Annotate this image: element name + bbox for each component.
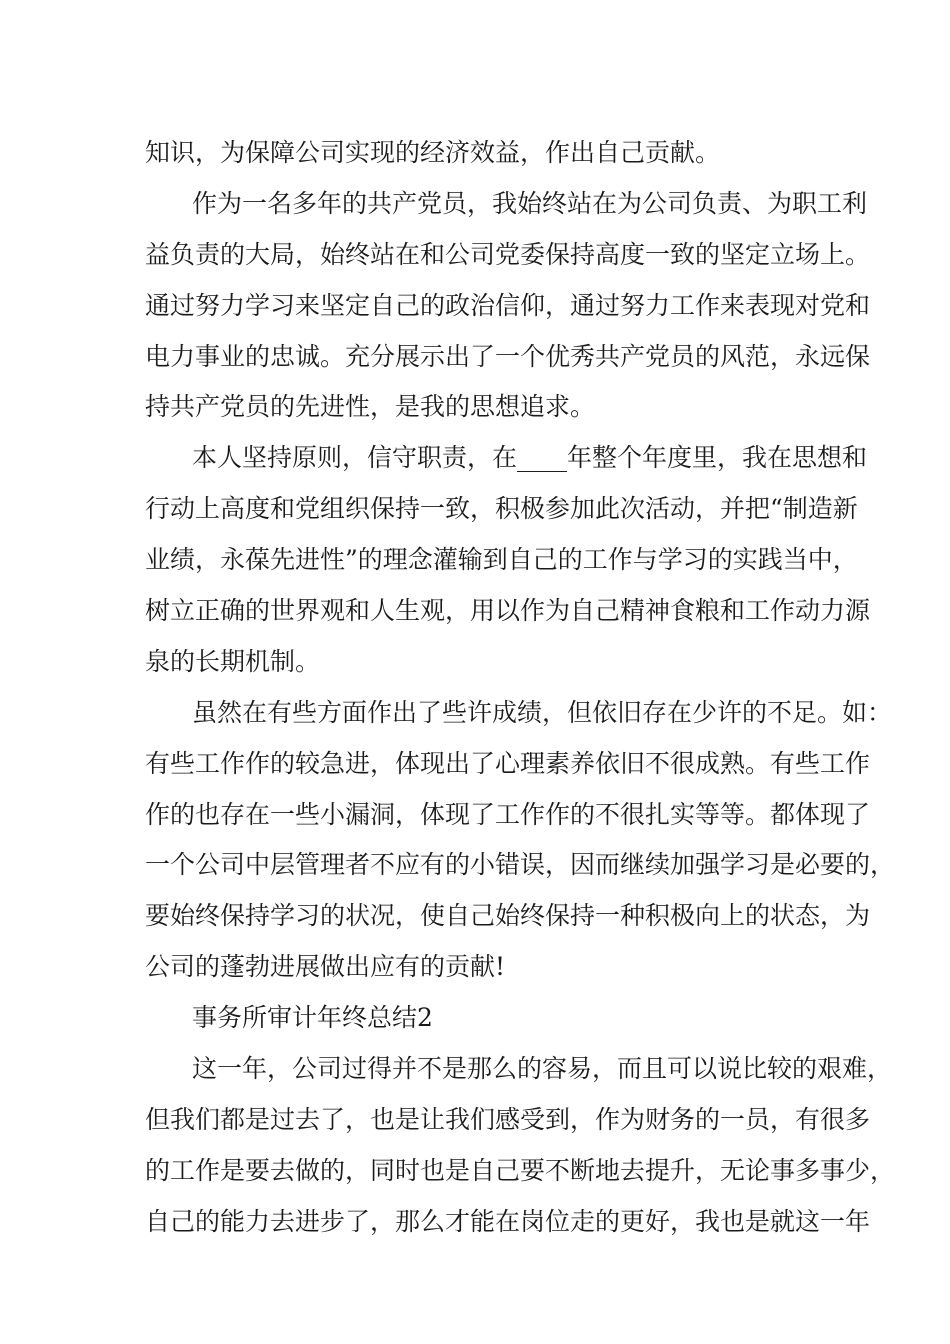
- text-line: 知识，为保障公司实现的经济效益，作出自己贡献。: [145, 138, 721, 167]
- paragraph-start-line: 本人坚持原则，信守职责，在____年整个年度里，我在思想和: [192, 443, 868, 473]
- text-line: 业绩，永葆先进性”的理念灌输到自己的工作与学习的实践当中，: [145, 545, 858, 575]
- text-line: 一个公司中层管理者不应有的小错误，因而继续加强学习是必要的，: [145, 850, 896, 880]
- text-line: 有些工作作的较急进，体现出了心理素养依旧不很成熟。有些工作: [145, 748, 871, 778]
- text-line: 行动上高度和党组织保持一致，积极参加此次活动，并把“制造新: [145, 494, 858, 524]
- document-body: [145, 128, 896, 1248]
- text-line: 自己的能力去进步了，那么才能在岗位走的更好，我也是就这一年: [145, 1206, 871, 1236]
- text-line: 电力事业的忠诚。充分展示出了一个优秀共产党员的风范，永远保: [145, 341, 871, 371]
- text-line: 公司的蓬勃进展做出应有的贡献!: [145, 952, 506, 982]
- text-line: 的工作是要去做的，同时也是自己要不断地去提升，无论事多事少，: [145, 1155, 896, 1185]
- text-line: 要始终保持学习的状况，使自己始终保持一种积极向上的状态，为: [145, 901, 871, 931]
- text-line: 益负责的大局，始终站在和公司党委保持高度一致的坚定立场上。: [145, 239, 871, 269]
- text-line: 持共产党员的先进性，是我的思想追求。: [145, 392, 596, 422]
- section-heading: 事务所审计年终总结2: [192, 1003, 433, 1033]
- text-line: 但我们都是过去了，也是让我们感受到，作为财务的一员，有很多: [145, 1104, 871, 1134]
- text-line: 泉的长期机制。: [145, 646, 321, 676]
- text-line: 作的也存在一些小漏洞，体现了工作作的不很扎实等等。都体现了: [145, 799, 871, 829]
- text-line: 树立正确的世界观和人生观，用以作为自己精神食粮和工作动力源: [145, 596, 871, 626]
- paragraph-start-line: 这一年，公司过得并不是那么的容易，而且可以说比较的艰难，: [192, 1054, 893, 1084]
- text-line: 通过努力学习来坚定自己的政治信仰，通过努力工作来表现对党和: [145, 290, 871, 320]
- paragraph-start-line: 作为一名多年的共产党员，我始终站在为公司负责、为职工利: [192, 188, 868, 218]
- paragraph-start-line: 虽然在有些方面作出了些许成绩，但依旧存在少许的不足。如：: [192, 697, 893, 727]
